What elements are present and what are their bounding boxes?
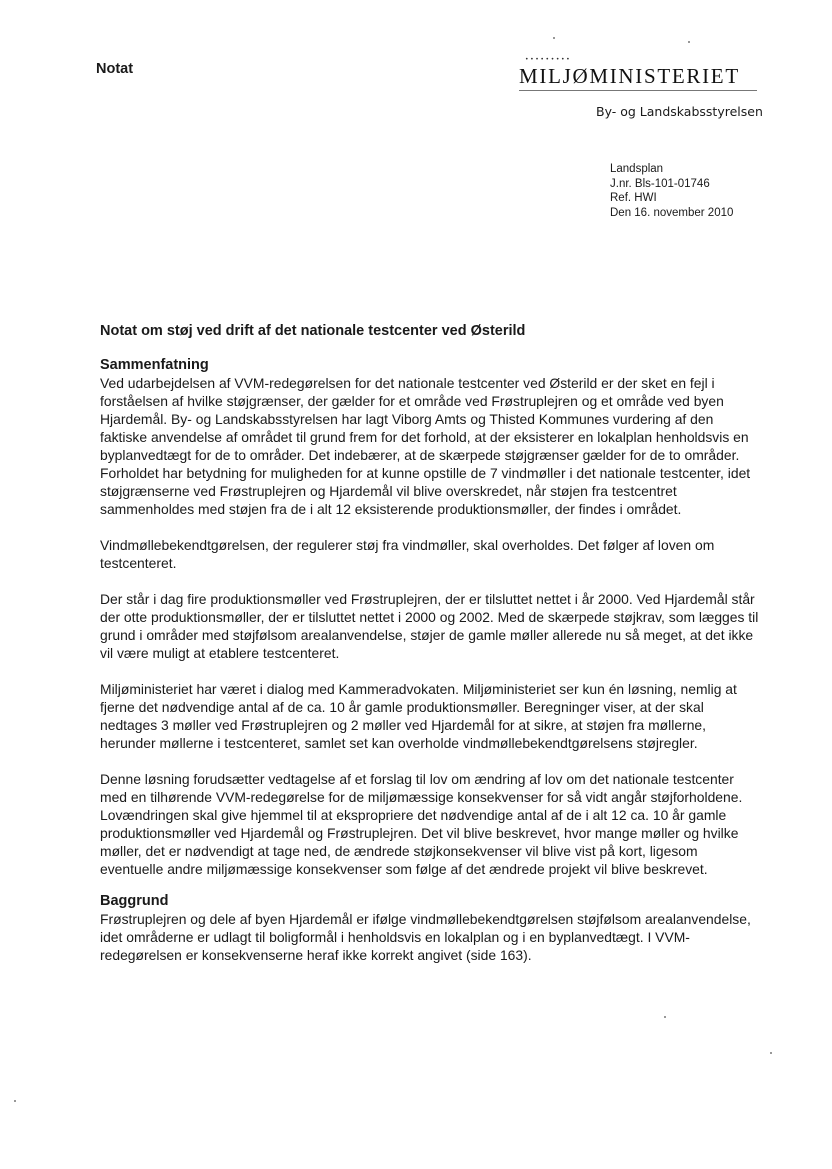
meta-journal-number: J.nr. Bls-101-01746	[610, 177, 710, 190]
document-type-label: Notat	[96, 61, 134, 77]
ministry-underline	[519, 90, 757, 91]
document-title: Notat om støj ved drift af det nationale testcenter ved Østerild	[100, 323, 526, 339]
agency-name: By- og Landskabsstyrelsen	[596, 104, 763, 119]
meta-department: Landsplan	[610, 163, 664, 175]
document-body	[100, 322, 762, 982]
section-heading-summary: Sammenfatning	[100, 357, 209, 373]
section-heading-background: Baggrund	[100, 893, 169, 909]
paragraph: Der står i dag fire produktionsmøller ved Frøstruplejren, der er tilsluttet nettet i år 2000. Ved Hjardemål står der otte produktionsmøller, der er tilsluttet nettet i 2000 og 2002. Med de skærpede støjkrav, som lægges til grund i områder med støjfølsom arealanvendelse, støjer de gamle møller allerede nu så meget, at det ikke vil være muligt at etablere testcenteret.	[100, 591, 759, 661]
ministry-name: MILJØMINISTERIET	[519, 64, 740, 88]
paragraph: Denne løsning forudsætter vedtagelse af et forslag til lov om ændring af lov om det nationale testcenter med en tilhørende VVM-redegørelse for de miljømæssige konsekvenser for så vidt angår støjforholdene. Lovændringen skal give hjemmel til at ekspropriere det nødvendige antal af de i alt 12 ca. 10 år gamle produktionsmøller ved Hjardemål og Frøstruplejren. Det vil blive beskrevet, hvor mange møller og hvilke møller, det er nødvendigt at tage ned, de ændrede støjkonsekvenser vil blive vist på kort, ligesom eventuelle andre miljømæssige konsekvenser som følge af det ændrede projekt vil blive beskrevet.	[100, 771, 743, 877]
paragraph: Miljøministeriet har været i dialog med Kammeradvokaten. Miljøministeriet ser kun én løsning, nemlig at fjerne det nødvendige antal af de ca. 10 år gamle produktionsmøller. Beregninger viser, at der skal nedtages 3 møller ved Frøstruplejren og 2 møller ved Hjardemål for at sikre, at støjen fra møllerne, herunder møllerne i testcenteret, samlet set kan overholde vindmøllebekendtgørelsens støjregler.	[100, 681, 737, 751]
meta-reference: Ref. HWI	[610, 192, 657, 204]
ministry-logo	[519, 56, 759, 91]
scan-speck	[688, 41, 690, 43]
scan-speck	[14, 1100, 16, 1102]
paragraph: Vindmøllebekendtgørelsen, der regulerer støj fra vindmøller, skal overholdes. Det følger af loven om testcenteret.	[100, 537, 715, 571]
scan-speck	[770, 1052, 772, 1054]
ministry-logo-dots: •••••••••	[525, 56, 572, 63]
paragraph: Ved udarbejdelsen af VVM-redegørelsen for det nationale testcenter ved Østerild er der sket en fejl i forståelsen af hvilke støjgrænser, der gælder for et område ved Frøstruplejren og et område ved byen Hjardemål. By- og Landskabsstyrelsen har lagt Viborg Amts og Thisted Kommunes vurdering af den faktiske anvendelse af området til grund frem for det forhold, at der eksisterer en lokalplan henholdsvis en byplanvedtægt for de to områder. Det indebærer, at de skærpede støjgrænser gælder for de to områder. Forholdet har betydning for muligheden for at kunne opstille de 7 vindmøller i det nationale testcenter, idet støjgrænserne ved Frøstruplejren og Hjardemål vil blive overskredet, når støjen fra testcentret sammenholdes med støjen fra de i alt 12 eksisterende produktionsmøller, der findes i området.	[100, 375, 751, 517]
scan-speck	[664, 1016, 666, 1018]
scan-speck	[553, 37, 555, 39]
paragraph: Frøstruplejren og dele af byen Hjardemål er ifølge vindmøllebekendtgørelsen støjfølsom arealanvendelse, idet områderne er udlagt til boligformål i henholdsvis en lokalplan og i en byplanvedtægt. I VVM-redegørelsen er konsekvenserne heraf ikke korrekt angivet (side 163).	[100, 911, 751, 963]
meta-date: Den 16. november 2010	[610, 206, 734, 219]
document-meta	[610, 162, 733, 220]
